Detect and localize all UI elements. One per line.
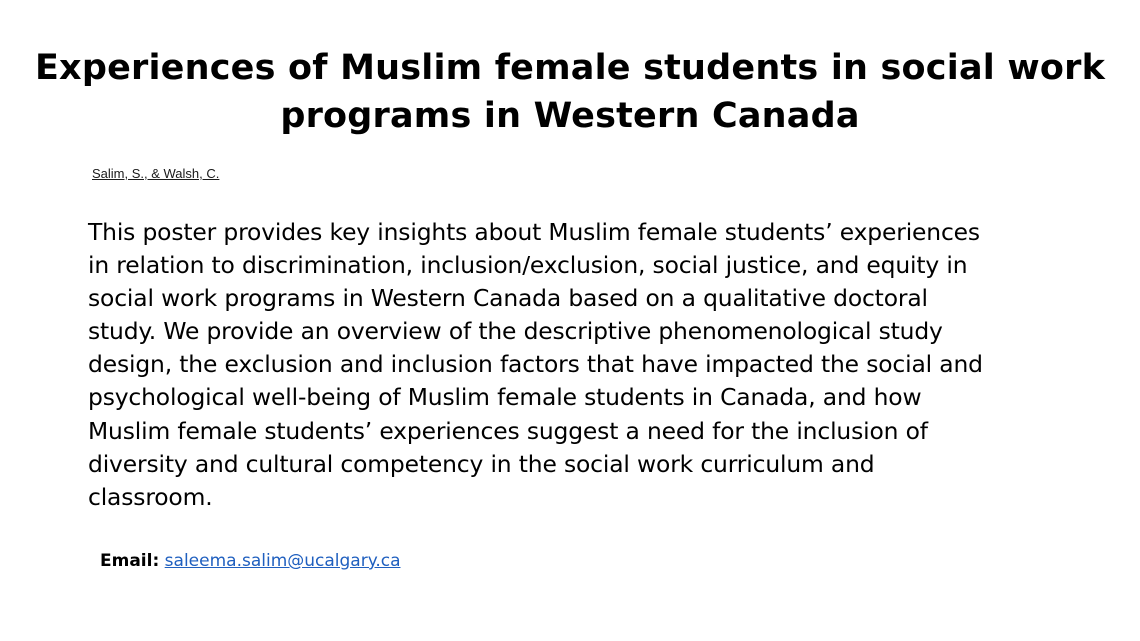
abstract-line: design, the exclusion and inclusion factors that have impacted the social and: [88, 350, 983, 379]
abstract-line: study. We provide an overview of the descriptive phenomenological study: [88, 317, 943, 346]
author-credit: Salim, S., & Walsh, C.: [92, 166, 220, 181]
title-line-1: Experiences of Muslim female students in social work: [34, 48, 1106, 88]
abstract-line: psychological well-being of Muslim female students in Canada, and how: [88, 383, 922, 412]
abstract-line: This poster provides key insights about Muslim female students’ experiences: [88, 218, 980, 246]
abstract-line: classroom.: [88, 482, 213, 511]
email-link[interactable]: saleema.salim@ucalgary.ca: [164, 551, 401, 571]
poster-title: [20, 44, 1120, 140]
abstract-line: in relation to discrimination, inclusion/exclusion, social justice, and equity in: [88, 251, 968, 280]
abstract-line: diversity and cultural competency in the social work curriculum and: [88, 449, 875, 478]
contact-email-row: [100, 549, 401, 573]
title-line-2: programs in Western Canada: [280, 96, 860, 136]
abstract-paragraph: [88, 216, 1063, 514]
email-label: Email:: [100, 551, 160, 571]
abstract-line: social work programs in Western Canada based on a qualitative doctoral: [88, 284, 928, 313]
abstract-line: Muslim female students’ experiences suggest a need for the inclusion of: [88, 416, 928, 445]
